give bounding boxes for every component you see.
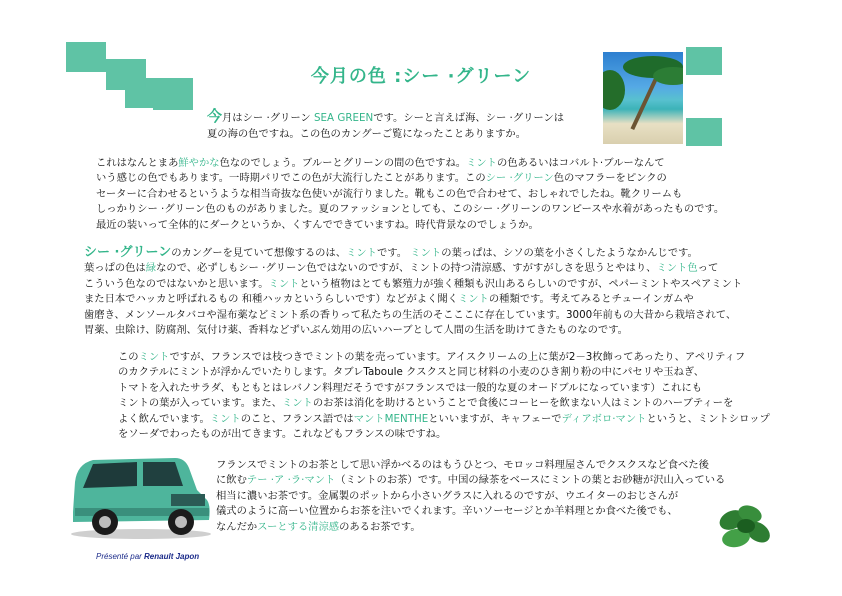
text-run: ミント bbox=[346, 247, 377, 259]
intro-paragraph bbox=[207, 108, 564, 142]
text-line bbox=[96, 202, 724, 217]
text-run: これはなんとまあ bbox=[96, 157, 179, 169]
decor-block-6 bbox=[686, 118, 722, 146]
text-run: といいますが、キャフェーで bbox=[428, 412, 562, 425]
text-run: ミント bbox=[268, 277, 300, 290]
text-line bbox=[84, 261, 742, 276]
text-run: SEA GREEN bbox=[314, 112, 374, 124]
text-line bbox=[84, 292, 742, 307]
mint-leaves-image bbox=[714, 500, 774, 555]
text-line bbox=[216, 504, 725, 519]
text-run: ですが、フランスでは枝つきでミントの葉を売っています。アイスクリームの上に葉が2－3枚飾ってあったり、アペリティフ bbox=[169, 351, 746, 363]
text-run: セーターに合わせるというような相当奇抜な色使いが流行りました。靴もこの色で合わせて、おしゃれでしたね。靴クリームも bbox=[96, 187, 683, 200]
text-run: こういう色なのではないかと思います。 bbox=[84, 277, 269, 290]
footer-credit bbox=[96, 552, 199, 561]
text-run: の葉っぱは、シソの葉を小さくしたようなかんじです。 bbox=[441, 247, 698, 259]
text-run: ディアボロ·マント bbox=[561, 412, 647, 425]
text-run: いう感じの色でもあります。一時期パリでこの色が大流行したことがあります。この bbox=[96, 172, 486, 185]
text-run: のカングーを見ていて想像するのは、 bbox=[171, 247, 347, 259]
text-run: のこと、フランス語では bbox=[240, 412, 354, 425]
text-run: しっかりシー ·グリーン色のものがありました。夏のファッションとしても、このシー ·グリーンのワンピースや水着があったものです。 bbox=[96, 203, 725, 216]
text-run: 儀式のように高ーい位置からお茶を注いでくれます。辛いソーセージとか羊料理とか食べた後でも、 bbox=[216, 505, 678, 518]
text-run: という植物はとても繁殖力が強く種類も沢山あるらしいのですが、ペパーミントやスペアミント bbox=[299, 277, 743, 290]
text-run: また日本でハッカと呼ばれるもの 和種ハッカというらしいです）などがよく聞く bbox=[84, 293, 458, 306]
text-run: というと、ミントシロップ bbox=[646, 412, 770, 425]
text-run: のお茶は消化を助けるということで食後にコーヒーを飲まない人はミントのハーブティーを bbox=[312, 397, 734, 410]
text-line bbox=[84, 323, 742, 338]
text-line bbox=[118, 365, 770, 380]
text-line bbox=[96, 187, 724, 202]
text-run: ミント bbox=[138, 351, 170, 363]
text-line bbox=[96, 156, 724, 171]
text-run: 最近の装いって全体的にダークというか、くすんでできていますね。時代背景なのでしょうか。 bbox=[96, 218, 539, 231]
text-line bbox=[118, 381, 770, 396]
text-run: のカクテルにミントが浮かんでいたりします。タブレTaboule クスクスと同じ材料の小麦のひき割り粉の中にパセリや玉ねぎ、 bbox=[118, 366, 705, 379]
text-run: ミントの葉が入っています。また、 bbox=[118, 397, 282, 410]
text-line bbox=[84, 308, 742, 323]
text-line bbox=[84, 245, 742, 261]
text-run: スーとする清涼感 bbox=[257, 520, 340, 533]
paragraph-mint bbox=[84, 245, 742, 338]
text-line bbox=[96, 171, 724, 186]
text-run: フランスでミントのお茶として思い浮かべるのはもうひとつ、モロッコ料理屋さんでクスクスなど食べた後 bbox=[216, 459, 709, 471]
text-run: 緑 bbox=[145, 262, 157, 275]
text-line bbox=[216, 458, 725, 473]
paragraph-vivid-color bbox=[96, 156, 724, 233]
text-run: ミント bbox=[466, 157, 497, 169]
text-run: 色のマフラーをピンクの bbox=[553, 172, 667, 185]
text-run: ミント色 bbox=[656, 262, 698, 275]
text-run: 色なのでしょう。ブルーとグリーンの間の色ですね。 bbox=[219, 157, 467, 169]
text-run: ミント bbox=[209, 412, 241, 425]
text-run: に飲む bbox=[216, 474, 247, 487]
text-line bbox=[118, 396, 770, 411]
text-run: をソーダでわったものが出てきます。これなどもフランスの味ですね。 bbox=[118, 428, 447, 441]
text-line bbox=[118, 427, 770, 442]
text-line bbox=[216, 489, 725, 504]
text-run: です。 bbox=[376, 247, 411, 259]
text-run: の色あるいはコバルト·ブルーなんて bbox=[496, 157, 665, 169]
text-run: 胃薬、虫除け、防腐剤、気付け薬、香料などずいぶん効用の広いハーブとして人間の生活を助けてきたものなのです。 bbox=[84, 324, 628, 337]
text-run: シー ·グリーン bbox=[485, 172, 554, 185]
paragraph-moroccan-tea bbox=[216, 458, 725, 535]
text-run: 月はシー ·グリーン bbox=[222, 112, 315, 124]
paragraph-france-mint bbox=[118, 350, 770, 442]
text-run: シー ·グリーン bbox=[84, 245, 172, 260]
text-run: 歯磨き、メンソールタバコや湿布薬などミント系の香りって私たちの生活のそこここに存在しています。3000年前もの大昔から栽培されて、 bbox=[84, 308, 737, 321]
text-run: の種類です。考えてみるとチューインガムや bbox=[488, 293, 694, 306]
text-line bbox=[84, 277, 742, 292]
text-run: って bbox=[697, 262, 719, 275]
intro-line-1 bbox=[207, 108, 564, 126]
text-run: ミント bbox=[281, 397, 313, 410]
text-run: この bbox=[118, 351, 139, 363]
car-image bbox=[63, 450, 213, 540]
text-run: なので、必ずしもシー ·グリーン色ではないのですが、ミントの持つ清涼感、すがすがしさを思うとやはり、 bbox=[156, 262, 657, 275]
text-line bbox=[216, 520, 725, 535]
text-line bbox=[96, 218, 724, 233]
text-run: 今 bbox=[207, 107, 223, 125]
text-run: なんだか bbox=[216, 520, 258, 533]
text-run: テー ·ア ·ラ·マント bbox=[246, 474, 336, 487]
text-run: のあるお茶です。 bbox=[339, 520, 421, 533]
text-line bbox=[118, 350, 770, 365]
text-line bbox=[118, 412, 770, 427]
text-run: ミント bbox=[410, 247, 442, 259]
text-run: 相当に濃いお茶です。金属製のポットから小さいグラスに入れるのですが、ウエイターのおじさんが bbox=[216, 489, 679, 502]
footer-brand: Renault Japon bbox=[144, 552, 200, 561]
text-run: （ミントのお茶）です。中国の緑茶をベースにミントの葉とお砂糖が沢山入っている bbox=[335, 474, 726, 487]
page-title: 今月の色 :シー ·グリーン bbox=[310, 66, 532, 87]
text-run: 鮮やかな bbox=[178, 157, 220, 169]
intro-line-2: 夏の海の色ですね。この色のカングーご覧になったことありますか。 bbox=[207, 128, 526, 140]
text-run: ミント bbox=[457, 293, 489, 306]
footer-prefix: Présenté par bbox=[96, 552, 145, 561]
text-run: マントMENTHE bbox=[353, 412, 429, 425]
text-run: トマトを入れたサラダ、もともとはレバノン料理だそうですがフランスでは一般的な夏のオードブルになっています）これにも bbox=[118, 381, 703, 394]
text-line bbox=[216, 473, 725, 488]
text-run: 葉っぱの色は bbox=[84, 262, 146, 275]
text-run: です。シーと言えば海、シー ·グリーンは bbox=[373, 112, 565, 124]
text-run: よく飲んでいます。 bbox=[118, 412, 210, 425]
